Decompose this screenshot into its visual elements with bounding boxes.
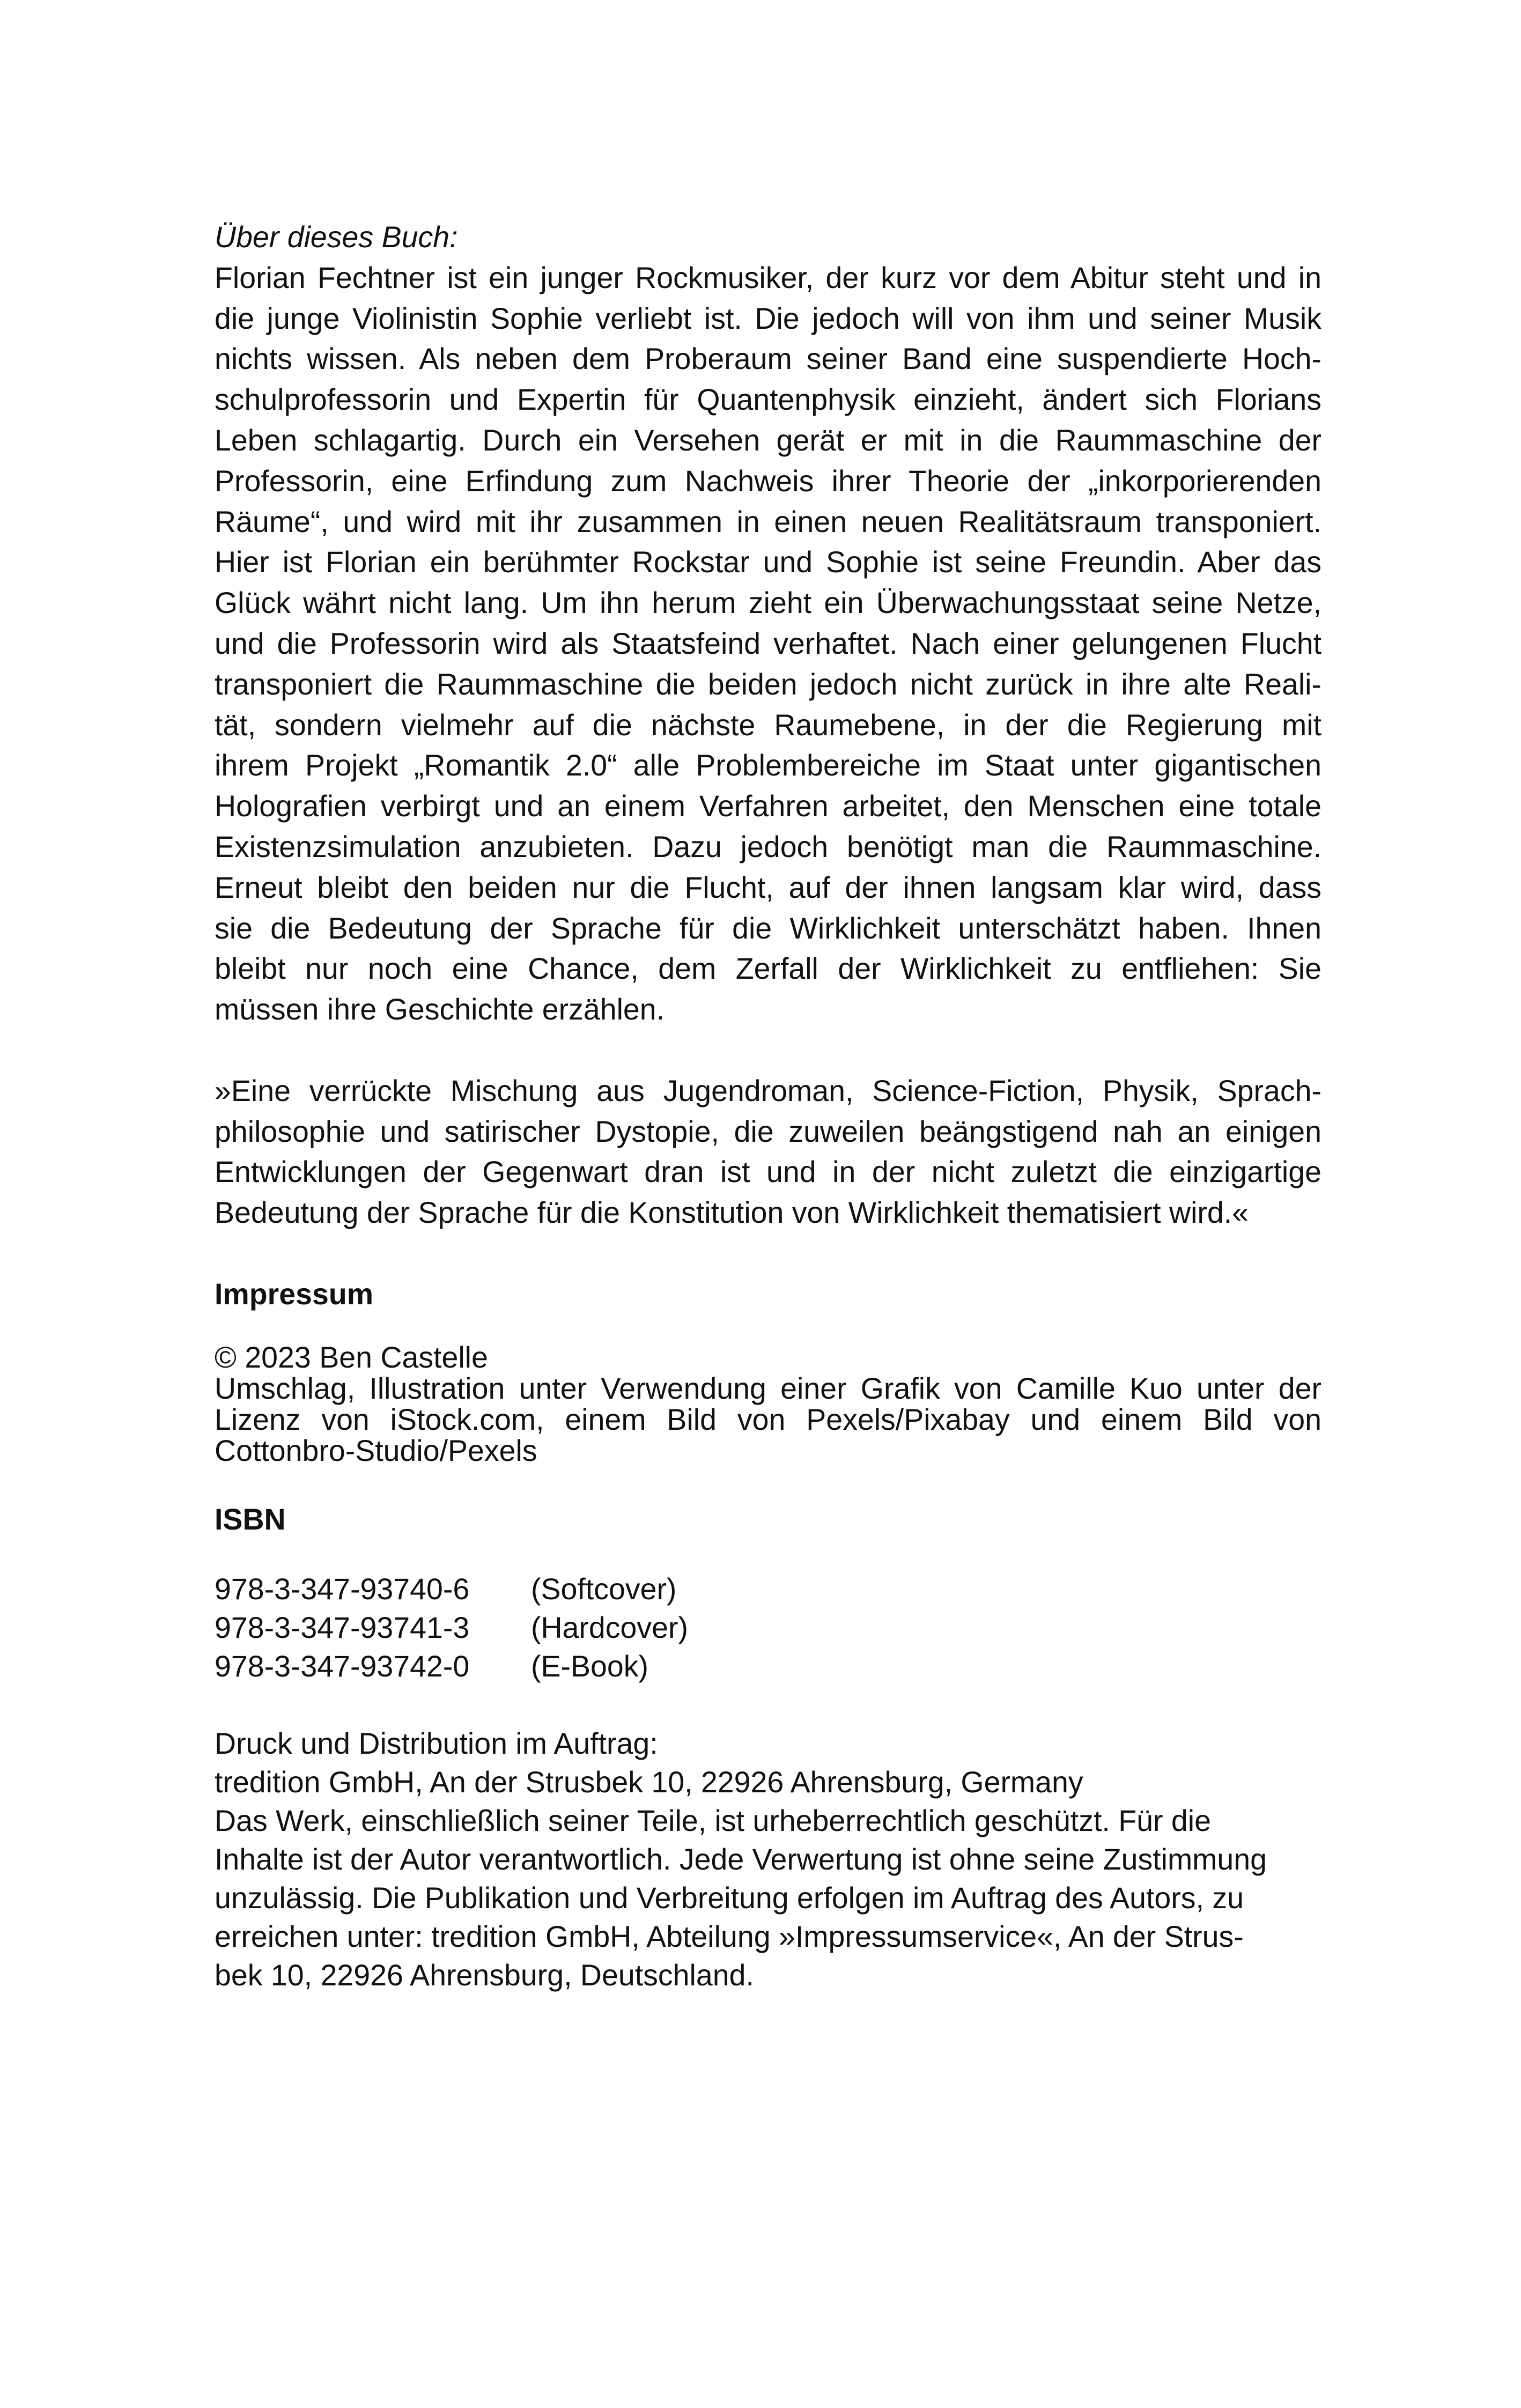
- rights-line: Inhalte ist der Autor verantwortlich. Jede Verwertung ist ohne seine Zustimmung: [215, 1843, 1267, 1877]
- about-line: Holografien verbirgt und an einem Verfahren arbeitet, den Menschen eine totale: [215, 789, 1321, 823]
- cover-credit-line: Umschlag, Illustration unter Verwendung einer Grafik von Camille Kuo unter der: [215, 1371, 1321, 1405]
- rights-line: bek 10, 22926 Ahrensburg, Deutschland.: [215, 1959, 754, 1992]
- rights-line: erreichen unter: tredition GmbH, Abteilung »Impressumservice«, An der Strus-: [215, 1920, 1244, 1954]
- quote-section: [215, 1071, 1321, 1233]
- spacer: [215, 1466, 1321, 1500]
- about-line: sie die Bedeutung der Sprache für die Wirklichkeit unterschätzt haben. Ihnen: [215, 911, 1321, 945]
- about-line: Professorin, eine Erfindung zum Nachweis ihrer Theorie der „inkorporierenden: [215, 464, 1321, 498]
- about-line: ihrem Projekt „Romantik 2.0“ alle Problembereiche im Staat unter gigantischen: [215, 749, 1321, 782]
- about-line: bleibt nur noch eine Chance, dem Zerfall der Wirklichkeit zu entfliehen: Sie: [215, 952, 1321, 986]
- isbn-number: 978-3-347-93742-0: [215, 1650, 470, 1683]
- spacer: [215, 1030, 1321, 1071]
- isbn-format: (Softcover): [531, 1572, 677, 1606]
- isbn-number: 978-3-347-93740-6: [215, 1572, 470, 1606]
- about-line: Räume“, und wird mit ihr zusammen in einen neuen Realitätsraum transponiert.: [215, 505, 1321, 538]
- about-section: [215, 217, 1321, 1030]
- quote-line: »Eine verrückte Mischung aus Jugendroman, Science-Fiction, Physik, Sprach-: [215, 1074, 1321, 1107]
- about-line: Florian Fechtner ist ein junger Rockmusiker, der kurz vor dem Abitur steht und in: [215, 261, 1321, 294]
- distribution-address: tredition GmbH, An der Strusbek 10, 22926 Ahrensburg, Germany: [215, 1766, 1083, 1799]
- about-line: schulprofessorin und Expertin für Quantenphysik einzieht, ändert sich Florians: [215, 383, 1321, 417]
- spacer: [215, 1686, 1321, 1724]
- impressum-heading: Impressum: [215, 1277, 374, 1311]
- about-line: Hier ist Florian ein berühmter Rockstar und Sophie ist seine Freundin. Aber das: [215, 545, 1321, 579]
- about-line: Erneut bleibt den beiden nur die Flucht, auf der ihnen langsam klar wird, dass: [215, 870, 1321, 904]
- about-line: und die Professorin wird als Staatsfeind verhaftet. Nach einer gelungenen Flucht: [215, 626, 1321, 660]
- cover-credit-line: Lizenz von iStock.com, einem Bild von Pexels/Pixabay und einem Bild von: [215, 1402, 1321, 1436]
- distribution-line: Druck und Distribution im Auftrag:: [215, 1727, 658, 1761]
- copyright-line: © 2023 Ben Castelle: [215, 1340, 488, 1374]
- cover-credit-line: Cottonbro-Studio/Pexels: [215, 1434, 537, 1467]
- about-line: nichts wissen. Als neben dem Proberaum seiner Band eine suspendierte Hoch-: [215, 342, 1321, 376]
- about-line: Glück währt nicht lang. Um ihn herum zieht ein Überwachungsstaat seine Netze,: [215, 586, 1321, 620]
- impressum-section: [215, 1274, 1321, 1466]
- quote-line: Bedeutung der Sprache für die Konstitution von Wirklichkeit thematisiert wird.«: [215, 1196, 1249, 1230]
- isbn-entry: [215, 1647, 1321, 1686]
- rights-line: Das Werk, einschließlich seiner Teile, ist urheberrechtlich geschützt. Für die: [215, 1804, 1211, 1838]
- spacer: [215, 1315, 1321, 1342]
- spacer: [215, 1233, 1321, 1274]
- isbn-format: (E-Book): [531, 1650, 648, 1683]
- rights-line: unzulässig. Die Publikation und Verbreitung erfolgen im Auftrag des Autors, zu: [215, 1881, 1244, 1915]
- isbn-section: [215, 1500, 1321, 1686]
- about-line: Existenzsimulation anzubieten. Dazu jedoch benötigt man die Raummaschine.: [215, 830, 1321, 863]
- isbn-format: (Hardcover): [531, 1611, 688, 1645]
- about-line: müssen ihre Geschichte erzählen.: [215, 993, 665, 1026]
- quote-line: Entwicklungen der Gegenwart dran ist und in der nicht zuletzt die einzigartige: [215, 1155, 1321, 1189]
- about-heading: Über dieses Buch:: [215, 220, 458, 254]
- distribution-section: [215, 1724, 1321, 1995]
- isbn-number: 978-3-347-93741-3: [215, 1611, 470, 1645]
- about-line: transponiert die Raummaschine die beiden jedoch nicht zurück in ihre alte Reali-: [215, 667, 1321, 701]
- document-page: [215, 217, 1321, 1995]
- isbn-entry: [215, 1570, 1321, 1608]
- about-line: Leben schlagartig. Durch ein Versehen gerät er mit in die Raummaschine der: [215, 423, 1321, 457]
- about-line: die junge Violinistin Sophie verliebt ist. Die jedoch will von ihm und seiner Musik: [215, 301, 1321, 335]
- isbn-entry: [215, 1608, 1321, 1647]
- isbn-heading: ISBN: [215, 1502, 286, 1536]
- quote-line: philosophie und satirischer Dystopie, die zuweilen beängstigend nah an einigen: [215, 1114, 1321, 1148]
- spacer: [215, 1540, 1321, 1570]
- about-line: tät, sondern vielmehr auf die nächste Raumebene, in der die Regierung mit: [215, 708, 1321, 742]
